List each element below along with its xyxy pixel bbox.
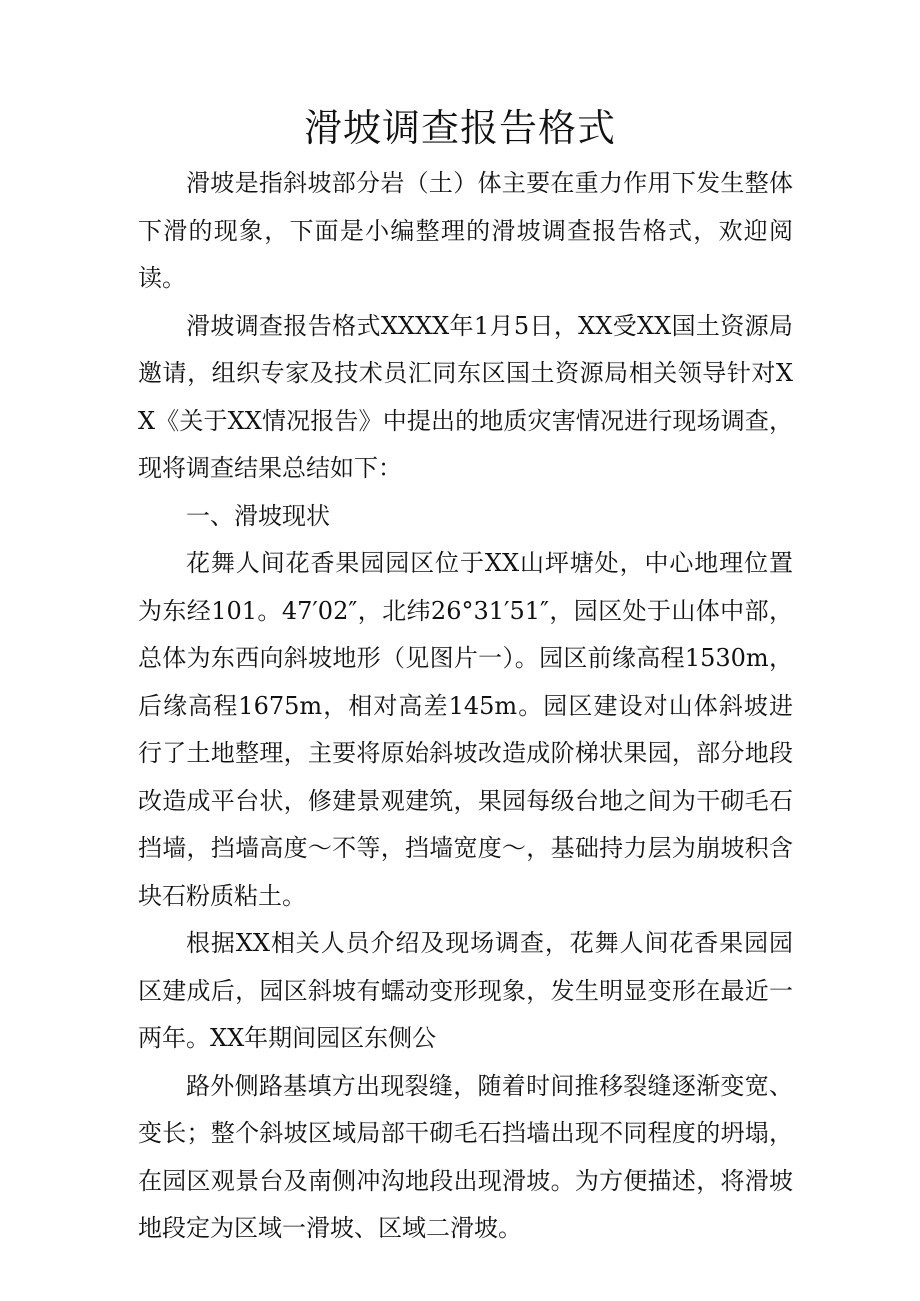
paragraph-site-description: 花舞人间花香果园园区位于XX山坪塘处，中心地理位置为东经101。47′02″，北纬26°31′51″，园区处于山体中部，总体为东西向斜坡地形（见图片一）。园区前缘高程1530m，后缘高程1675m，相对高差145m。园区建设对山体斜坡进行了土地整理，主要将原始斜坡改造成阶梯状果园，部分地段改造成平台状，修建景观建筑，果园每级台地之间为干砌毛石挡墙，挡墙高度～不等，挡墙宽度～，基础持力层为崩坡积含块石粉质粘土。	[138, 549, 793, 910]
paragraph-landslide-zones: 路外侧路基填方出现裂缝，随着时间推移裂缝逐渐变宽、变长；整个斜坡区域局部干砌毛石挡墙出现不同程度的坍塌，在园区观景台及南侧冲沟地段出现滑坡。为方便描述，将滑坡地段定为区域一滑坡、区域二滑坡。	[138, 1071, 793, 1242]
paragraph-intro: 滑坡是指斜坡部分岩（土）体主要在重力作用下发生整体下滑的现象，下面是小编整理的滑坡调查报告格式，欢迎阅读。	[138, 169, 793, 292]
document-title: 滑坡调查报告格式	[303, 106, 616, 150]
section-heading-landslide-status: 一、滑坡现状	[186, 501, 330, 530]
paragraph-deformation-history: 根据XX相关人员介绍及现场调查，花舞人间花香果园园区建成后，园区斜坡有蠕动变形现象，发生明显变形在最近一两年。XX年期间园区东侧公	[138, 929, 793, 1052]
paragraph-report-opening: 滑坡调查报告格式XXXX年1月5日，XX受XX国土资源局邀请，组织专家及技术员汇同东区国土资源局相关领导针对XX《关于XX情况报告》中提出的地质灾害情况进行现场调查，现将调查结果总结如下：	[138, 311, 793, 482]
document-body	[138, 160, 793, 1253]
